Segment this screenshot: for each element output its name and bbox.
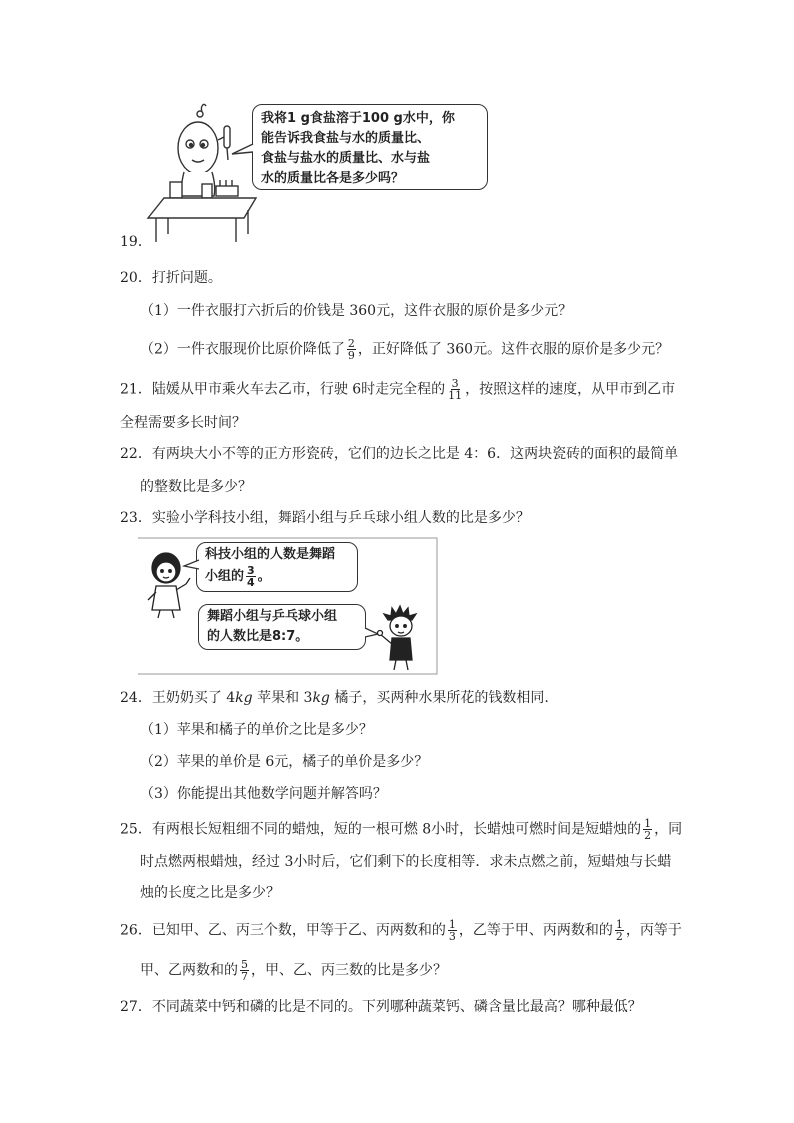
q20-part-2-text-b: ，正好降低了 360元。这件衣服的原价是多少元？ xyxy=(357,341,670,358)
q21-text-a: 21．陆媛从甲市乘火车去乙市，行驶 6时走完全程的 xyxy=(120,381,446,398)
q26-line-1 xyxy=(120,919,682,942)
q19-bubble-tail xyxy=(230,140,254,160)
q23-bubble-1-text-b: 。 xyxy=(257,569,271,584)
q26-text-c: ，丙等于 xyxy=(625,922,682,939)
q26-fraction-2-denominator: 2 xyxy=(615,930,623,943)
q23-speech-bubble-2 xyxy=(198,604,366,650)
q20-stem: 20．打折问题。 xyxy=(120,270,222,286)
q26-fraction-1 xyxy=(448,919,457,942)
q26-fraction-3 xyxy=(240,959,249,982)
q26-fraction-3-numerator: 5 xyxy=(241,958,248,971)
q23-bubble-2-line-1: 舞蹈小组与乒乓球小组 xyxy=(207,609,338,624)
q23-bubble-1-tail xyxy=(182,558,200,572)
q21-line-1 xyxy=(120,378,675,401)
q26-line-2 xyxy=(140,959,447,982)
q26-text-e: ，甲、乙、丙三数的比是多少？ xyxy=(251,962,447,979)
q19-bubble-line-4: 水的质量比各是多少吗？ xyxy=(261,171,405,186)
q19-number: 19． xyxy=(120,234,152,250)
q26-fraction-2-numerator: 1 xyxy=(615,918,623,931)
q23-bubble-1-line-2 xyxy=(205,565,349,588)
q24-stem-text-c: 橘子，买两种水果所花的钱数相同. xyxy=(329,690,549,706)
q21-fraction-numerator: 3 xyxy=(451,377,459,390)
q23-stem: 23．实验小学科技小组，舞蹈小组与乒乓球小组人数的比是多少？ xyxy=(120,510,530,526)
q21-text-b: ，按照这样的速度，从甲市到乙市 xyxy=(465,381,676,398)
q24-part-1: （1）苹果和橘子的单价之比是多少？ xyxy=(140,722,373,738)
q19-bubble-line-1: 我将1 g食盐溶于100 g水中，你 xyxy=(261,111,455,126)
q23-boy-icon xyxy=(372,604,432,672)
q19-illustration xyxy=(140,100,260,248)
q26-fraction-1-numerator: 1 xyxy=(448,918,456,931)
q23-bubble-1-denominator: 4 xyxy=(247,576,255,589)
q23-bubble-1-fraction xyxy=(246,565,256,588)
q23-bubble-1-line-1: 科技小组的人数是舞蹈 xyxy=(205,547,336,562)
q25-line-1 xyxy=(120,818,682,841)
q23-speech-bubble-1 xyxy=(196,542,358,592)
q19-speech-bubble xyxy=(252,104,488,190)
q25-line-3: 烛的长度之比是多少？ xyxy=(140,885,280,901)
q21-fraction-denominator: 11 xyxy=(448,389,463,402)
q23-bubble-2-line-2: 的人数比是8:7。 xyxy=(207,629,309,644)
q19-bubble-line-3: 食盐与盐水的质量比、水与盐 xyxy=(261,151,431,166)
q25-text-b: ，同 xyxy=(654,821,683,838)
q25-fraction-denominator: 2 xyxy=(644,829,652,842)
q24-unit-2: kg xyxy=(312,690,330,706)
q25-fraction xyxy=(643,818,652,841)
q24-unit-1: kg xyxy=(235,690,253,706)
q23-bubble-1-numerator: 3 xyxy=(247,564,255,577)
q26-text-a: 26．已知甲、乙、丙三个数，甲等于乙、丙两数和的 xyxy=(120,922,446,939)
q24-part-3: （3）你能提出其他数学问题并解答吗？ xyxy=(140,786,387,802)
q22-line-1: 22．有两块大小不等的正方形瓷砖，它们的边长之比是 4：6．这两块瓷砖的面积的最简单 xyxy=(120,446,679,462)
q20-part-2-text-a: （2）一件衣服现价比原价降低了 xyxy=(140,341,345,358)
q22-line-2: 的整数比是多少？ xyxy=(140,479,252,495)
q27-line-1: 27．不同蔬菜中钙和磷的比是不同的。下列哪种蔬菜钙、磷含量比最高？哪种最低？ xyxy=(120,999,642,1015)
q19-bubble-line-2: 能告诉我食盐与水的质量比、 xyxy=(261,131,431,146)
q20-fraction-denominator: 9 xyxy=(347,349,355,362)
q26-fraction-3-denominator: 7 xyxy=(241,970,248,983)
q25-line-2: 时点燃两根蜡烛，经过 3小时后，它们剩下的长度相等．求未点燃之前，短蜡烛与长蜡 xyxy=(140,854,672,870)
q26-text-b: ，乙等于甲、丙两数和的 xyxy=(458,922,613,939)
q26-fraction-2 xyxy=(615,919,624,942)
q20-part-2 xyxy=(140,338,669,361)
q24-stem-text-b: 苹果和 3 xyxy=(252,690,313,706)
q26-fraction-1-denominator: 3 xyxy=(448,930,456,943)
q24-part-2: （2）苹果的单价是 6元，橘子的单价是多少？ xyxy=(140,754,429,770)
q24-stem xyxy=(120,688,549,708)
q21-line-2: 全程需要多长时间？ xyxy=(120,415,246,431)
q20-fraction-numerator: 2 xyxy=(347,337,355,350)
q25-text-a: 25．有两根长短粗细不同的蜡烛，短的一根可燃 8小时，长蜡烛可燃时间是短蜡烛的 xyxy=(120,821,642,838)
q24-stem-text-a: 24．王奶奶买了 4 xyxy=(120,690,236,706)
q20-part-1: （1）一件衣服打六折后的价钱是 360元，这件衣服的原价是多少元？ xyxy=(140,303,573,319)
q26-text-d: 甲、乙两数和的 xyxy=(140,962,238,979)
q20-fraction xyxy=(347,338,356,361)
q21-fraction xyxy=(447,378,463,401)
q23-bubble-1-text-a: 小组的 xyxy=(205,569,245,584)
q25-fraction-numerator: 1 xyxy=(644,817,652,830)
